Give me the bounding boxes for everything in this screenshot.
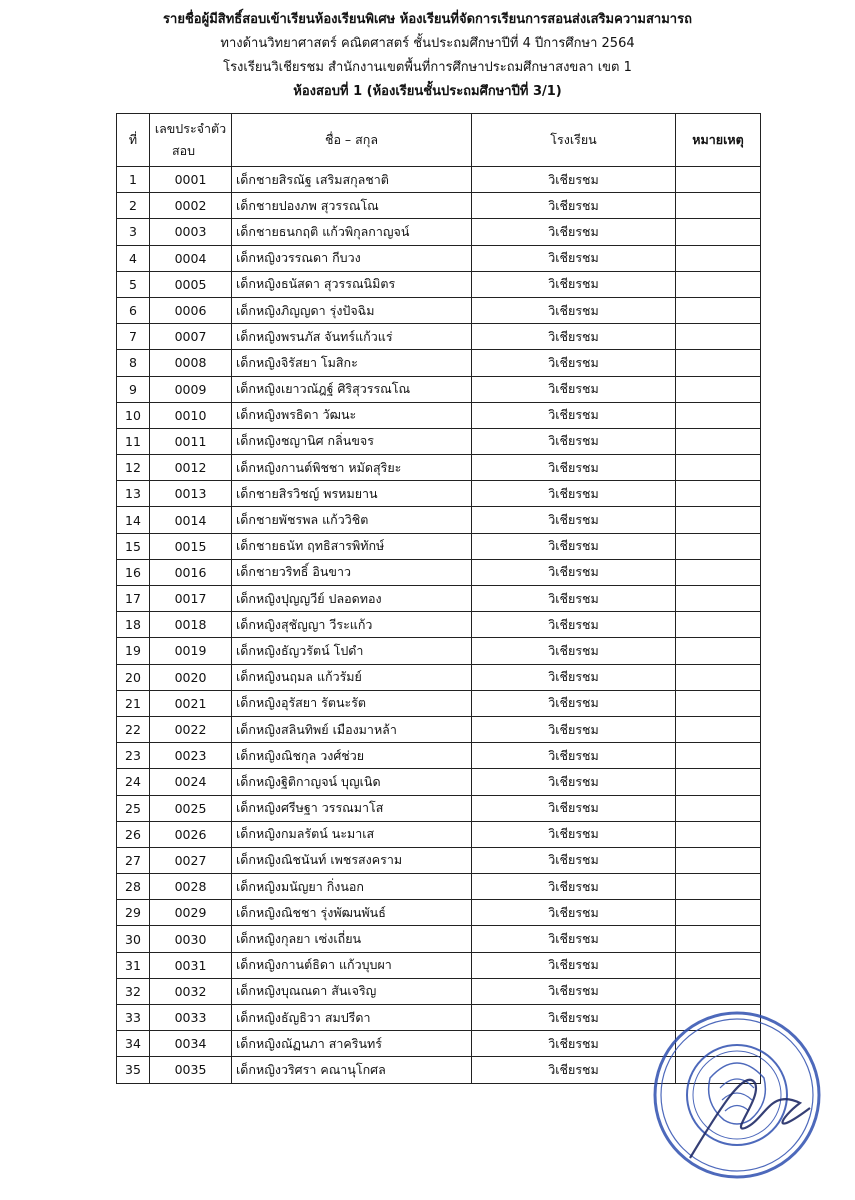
row-exam-id: 0009 — [150, 376, 232, 402]
row-number: 29 — [117, 900, 150, 926]
row-number: 20 — [117, 664, 150, 690]
roster-body — [117, 167, 761, 1084]
row-exam-id: 0005 — [150, 271, 232, 297]
row-exam-id: 0020 — [150, 664, 232, 690]
row-number: 14 — [117, 507, 150, 533]
row-exam-id: 0022 — [150, 716, 232, 742]
roster-table — [116, 113, 761, 1084]
header-exam-id-line2: สอบ — [172, 143, 196, 158]
row-note — [676, 821, 761, 847]
row-note — [676, 350, 761, 376]
row-exam-id: 0016 — [150, 559, 232, 585]
row-exam-id: 0035 — [150, 1057, 232, 1083]
table-row — [117, 690, 761, 716]
row-name: เด็กหญิงกมลรัตน์ นะมาเส — [232, 821, 472, 847]
row-number: 2 — [117, 193, 150, 219]
row-name: เด็กหญิงพรธิดา วัฒนะ — [232, 402, 472, 428]
row-exam-id: 0018 — [150, 612, 232, 638]
row-exam-id: 0007 — [150, 324, 232, 350]
row-exam-id: 0002 — [150, 193, 232, 219]
row-note — [676, 769, 761, 795]
header-title-line: รายชื่อผู้มีสิทธิ์สอบเข้าเรียนห้องเรียนพิเศษ ห้องเรียนที่จัดการเรียนการสอนส่งเสริมความสามารถ — [163, 12, 692, 27]
row-note — [676, 533, 761, 559]
table-row — [117, 324, 761, 350]
row-number: 33 — [117, 1005, 150, 1031]
row-school: วิเชียรชม — [472, 690, 676, 716]
row-school: วิเชียรชม — [472, 716, 676, 742]
row-note — [676, 716, 761, 742]
row-number: 11 — [117, 428, 150, 454]
row-name: เด็กหญิงณัฏนภา สาครินทร์ — [232, 1031, 472, 1057]
row-school: วิเชียรชม — [472, 638, 676, 664]
row-number: 31 — [117, 952, 150, 978]
row-note — [676, 952, 761, 978]
table-row — [117, 795, 761, 821]
table-row — [117, 716, 761, 742]
row-school: วิเชียรชม — [472, 245, 676, 271]
row-number: 12 — [117, 455, 150, 481]
row-school: วิเชียรชม — [472, 219, 676, 245]
row-exam-id: 0028 — [150, 874, 232, 900]
row-number: 7 — [117, 324, 150, 350]
row-number: 23 — [117, 743, 150, 769]
row-name: เด็กหญิงณิชชา รุ่งพัฒนพันธ์ — [232, 900, 472, 926]
row-school: วิเชียรชม — [472, 769, 676, 795]
row-name: เด็กชายพัชรพล แก้ววิชิต — [232, 507, 472, 533]
row-school: วิเชียรชม — [472, 297, 676, 323]
row-exam-id: 0026 — [150, 821, 232, 847]
header-name: ชื่อ – สกุล — [232, 114, 472, 167]
row-school: วิเชียรชม — [472, 350, 676, 376]
row-name: เด็กหญิงกานต์ธิดา แก้วบุบผา — [232, 952, 472, 978]
row-number: 9 — [117, 376, 150, 402]
row-number: 15 — [117, 533, 150, 559]
row-name: เด็กหญิงวริศรา คณานุโกศล — [232, 1057, 472, 1083]
table-row — [117, 193, 761, 219]
row-exam-id: 0030 — [150, 926, 232, 952]
row-number: 34 — [117, 1031, 150, 1057]
header-note: หมายเหตุ — [676, 114, 761, 167]
table-row — [117, 428, 761, 454]
table-row — [117, 926, 761, 952]
header-room-line: ห้องสอบที่ 1 (ห้องเรียนชั้นประถมศึกษาปีที่ 3/1) — [293, 84, 562, 99]
row-exam-id: 0004 — [150, 245, 232, 271]
row-name: เด็กหญิงวรรณดา กีบวง — [232, 245, 472, 271]
row-note — [676, 559, 761, 585]
header-exam-id — [150, 114, 232, 167]
row-note — [676, 376, 761, 402]
row-school: วิเชียรชม — [472, 193, 676, 219]
row-school: วิเชียรชม — [472, 586, 676, 612]
row-number: 5 — [117, 271, 150, 297]
row-note — [676, 743, 761, 769]
row-number: 35 — [117, 1057, 150, 1083]
row-name: เด็กหญิงบุณณดา สันเจริญ — [232, 978, 472, 1004]
row-number: 8 — [117, 350, 150, 376]
row-number: 21 — [117, 690, 150, 716]
row-name: เด็กหญิงสลินทิพย์ เมืองมาหล้า — [232, 716, 472, 742]
row-exam-id: 0023 — [150, 743, 232, 769]
row-note — [676, 402, 761, 428]
row-name: เด็กหญิงมนัญยา กิ่งนอก — [232, 874, 472, 900]
row-name: เด็กหญิงเยาวณัฎฐ์ ศิริสุวรรณโณ — [232, 376, 472, 402]
row-school: วิเชียรชม — [472, 664, 676, 690]
row-exam-id: 0021 — [150, 690, 232, 716]
row-school: วิเชียรชม — [472, 167, 676, 193]
table-row — [117, 769, 761, 795]
row-note — [676, 507, 761, 533]
table-row — [117, 245, 761, 271]
row-name: เด็กหญิงภิญญดา รุ่งปัจฉิม — [232, 297, 472, 323]
header-no: ที่ — [117, 114, 150, 167]
row-name: เด็กหญิงพรนภัส จันทร์แก้วแร่ — [232, 324, 472, 350]
row-name: เด็กชายสิรวิชญ์ พรหมยาน — [232, 481, 472, 507]
row-number: 25 — [117, 795, 150, 821]
table-row — [117, 350, 761, 376]
row-name: เด็กหญิงณิชนันท์ เพชรสงคราม — [232, 847, 472, 873]
row-name: เด็กหญิงธัญวรัตน์ โปดำ — [232, 638, 472, 664]
table-row — [117, 821, 761, 847]
row-exam-id: 0031 — [150, 952, 232, 978]
table-row — [117, 219, 761, 245]
row-note — [676, 455, 761, 481]
row-exam-id: 0014 — [150, 507, 232, 533]
table-row — [117, 376, 761, 402]
row-note — [676, 586, 761, 612]
row-number: 26 — [117, 821, 150, 847]
row-exam-id: 0025 — [150, 795, 232, 821]
row-exam-id: 0033 — [150, 1005, 232, 1031]
row-note — [676, 978, 761, 1004]
row-name: เด็กหญิงจิรัสยา โมสิกะ — [232, 350, 472, 376]
row-number: 24 — [117, 769, 150, 795]
row-exam-id: 0019 — [150, 638, 232, 664]
row-name: เด็กชายธนัท ฤทธิสารพิทักษ์ — [232, 533, 472, 559]
row-exam-id: 0015 — [150, 533, 232, 559]
row-name: เด็กหญิงปุญญวีย์ ปลอดทอง — [232, 586, 472, 612]
row-school: วิเชียรชม — [472, 926, 676, 952]
row-school: วิเชียรชม — [472, 874, 676, 900]
row-note — [676, 297, 761, 323]
table-row — [117, 612, 761, 638]
row-note — [676, 481, 761, 507]
table-row — [117, 533, 761, 559]
row-school: วิเชียรชม — [472, 743, 676, 769]
row-name: เด็กหญิงธนัสดา สุวรรณนิมิตร — [232, 271, 472, 297]
row-exam-id: 0029 — [150, 900, 232, 926]
header-subject-line: ทางด้านวิทยาศาสตร์ คณิตศาสตร์ ชั้นประถมศึกษาปีที่ 4 ปีการศึกษา 2564 — [220, 36, 635, 51]
row-name: เด็กหญิงกานต์พิชชา หมัดสุริยะ — [232, 455, 472, 481]
row-note — [676, 847, 761, 873]
row-school: วิเชียรชม — [472, 847, 676, 873]
row-note — [676, 245, 761, 271]
row-school: วิเชียรชม — [472, 481, 676, 507]
row-number: 10 — [117, 402, 150, 428]
row-number: 28 — [117, 874, 150, 900]
table-row — [117, 952, 761, 978]
row-exam-id: 0024 — [150, 769, 232, 795]
row-name: เด็กหญิงนฤมล แก้วรัมย์ — [232, 664, 472, 690]
row-name: เด็กชายธนกฤติ แก้วพิกุลกาญจน์ — [232, 219, 472, 245]
row-name: เด็กหญิงชญานิศ กลิ่นขจร — [232, 428, 472, 454]
row-exam-id: 0034 — [150, 1031, 232, 1057]
table-row — [117, 167, 761, 193]
row-name: เด็กหญิงศรีษฐา วรรณมาโส — [232, 795, 472, 821]
row-school: วิเชียรชม — [472, 271, 676, 297]
row-note — [676, 612, 761, 638]
row-number: 18 — [117, 612, 150, 638]
row-name: เด็กหญิงกุลยา เซ่งเถี่ยน — [232, 926, 472, 952]
row-exam-id: 0006 — [150, 297, 232, 323]
row-exam-id: 0011 — [150, 428, 232, 454]
table-row — [117, 978, 761, 1004]
row-school: วิเชียรชม — [472, 324, 676, 350]
row-number: 19 — [117, 638, 150, 664]
row-school: วิเชียรชม — [472, 455, 676, 481]
row-note — [676, 167, 761, 193]
header-exam-id-line1: เลขประจำตัว — [154, 121, 227, 136]
row-school: วิเชียรชม — [472, 1005, 676, 1031]
row-school: วิเชียรชม — [472, 821, 676, 847]
table-row — [117, 847, 761, 873]
row-note — [676, 219, 761, 245]
document-header — [0, 8, 855, 104]
row-note — [676, 690, 761, 716]
header-school: โรงเรียน — [472, 114, 676, 167]
row-name: เด็กชายปองภพ สุวรรณโณ — [232, 193, 472, 219]
row-number: 30 — [117, 926, 150, 952]
row-name: เด็กหญิงฐิติกาญจน์ บุญเนิด — [232, 769, 472, 795]
school-seal-stamp — [650, 1008, 825, 1183]
row-school: วิเชียรชม — [472, 559, 676, 585]
header-school-line: โรงเรียนวิเชียรชม สำนักงานเขตพื้นที่การศึกษาประถมศึกษาสงขลา เขต 1 — [223, 60, 632, 75]
row-note — [676, 900, 761, 926]
row-note — [676, 271, 761, 297]
row-note — [676, 664, 761, 690]
row-exam-id: 0013 — [150, 481, 232, 507]
row-school: วิเชียรชม — [472, 376, 676, 402]
row-exam-id: 0032 — [150, 978, 232, 1004]
row-number: 13 — [117, 481, 150, 507]
table-row — [117, 455, 761, 481]
row-number: 16 — [117, 559, 150, 585]
row-school: วิเชียรชม — [472, 1057, 676, 1083]
row-name: เด็กหญิงธัญธิวา สมปรีดา — [232, 1005, 472, 1031]
row-note — [676, 874, 761, 900]
table-row — [117, 638, 761, 664]
row-exam-id: 0017 — [150, 586, 232, 612]
row-school: วิเชียรชม — [472, 952, 676, 978]
row-school: วิเชียรชม — [472, 507, 676, 533]
row-number: 32 — [117, 978, 150, 1004]
row-note — [676, 638, 761, 664]
row-exam-id: 0012 — [150, 455, 232, 481]
table-row — [117, 559, 761, 585]
row-note — [676, 795, 761, 821]
row-school: วิเชียรชม — [472, 978, 676, 1004]
table-row — [117, 507, 761, 533]
row-exam-id: 0003 — [150, 219, 232, 245]
row-number: 22 — [117, 716, 150, 742]
row-note — [676, 193, 761, 219]
row-exam-id: 0001 — [150, 167, 232, 193]
row-exam-id: 0027 — [150, 847, 232, 873]
table-row — [117, 271, 761, 297]
row-school: วิเชียรชม — [472, 533, 676, 559]
table-row — [117, 297, 761, 323]
row-school: วิเชียรชม — [472, 612, 676, 638]
row-note — [676, 324, 761, 350]
row-number: 17 — [117, 586, 150, 612]
row-number: 4 — [117, 245, 150, 271]
row-school: วิเชียรชม — [472, 402, 676, 428]
row-school: วิเชียรชม — [472, 1031, 676, 1057]
table-row — [117, 743, 761, 769]
table-row — [117, 900, 761, 926]
table-header-row — [117, 114, 761, 167]
row-school: วิเชียรชม — [472, 900, 676, 926]
table-row — [117, 664, 761, 690]
row-exam-id: 0010 — [150, 402, 232, 428]
table-row — [117, 874, 761, 900]
row-name: เด็กชายสิรณัฐ เสริมสกุลชาติ — [232, 167, 472, 193]
table-row — [117, 402, 761, 428]
table-row — [117, 481, 761, 507]
row-school: วิเชียรชม — [472, 795, 676, 821]
row-note — [676, 428, 761, 454]
row-exam-id: 0008 — [150, 350, 232, 376]
row-name: เด็กหญิงสุชัญญา วีระแก้ว — [232, 612, 472, 638]
row-number: 6 — [117, 297, 150, 323]
row-note — [676, 926, 761, 952]
table-row — [117, 586, 761, 612]
row-school: วิเชียรชม — [472, 428, 676, 454]
row-name: เด็กชายวริทธิ์ อินขาว — [232, 559, 472, 585]
row-name: เด็กหญิงอุรัสยา รัตนะรัต — [232, 690, 472, 716]
row-name: เด็กหญิงณิชกุล วงศ์ช่วย — [232, 743, 472, 769]
row-number: 3 — [117, 219, 150, 245]
row-number: 27 — [117, 847, 150, 873]
row-number: 1 — [117, 167, 150, 193]
